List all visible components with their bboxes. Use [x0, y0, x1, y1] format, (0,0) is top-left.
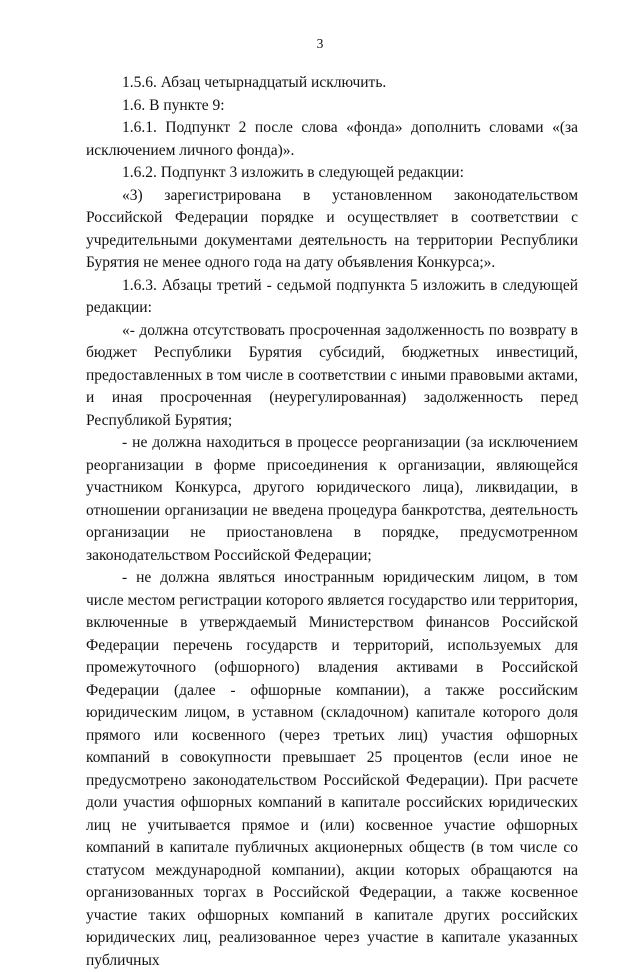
paragraph: 1.6.1. Подпункт 2 после слова «фонда» дополнить словами «(за исключением личного фонда)». [86, 119, 578, 159]
paragraph: 1.6.2. Подпункт 3 изложить в следующей редакции: [122, 164, 464, 181]
paragraph: 1.6. В пункте 9: [122, 96, 225, 114]
paragraph: 1.6.3. Абзацы третий - седьмой подпункта 5 изложить в следующей редакции: [86, 276, 578, 316]
paragraph: «- должна отсутствовать просроченная задолженность по возврату в бюджет Республики Бурятия субсидий, бюджетных инвестиций, предоставленных в том числе в соответствии с иными правовыми актами, и иная просроченная (неурегулированная) задолженность перед Республикой Бурятия; [86, 321, 578, 429]
paragraph: 1.5.6. Абзац четырнадцатый исключить. [122, 74, 387, 91]
page-number: 3 [316, 36, 324, 51]
paragraph: «3) зарегистрирована в установленном законодательством Российской Федерации порядке и осуществляет в соответствии с учредительными документами деятельность на территории Республики Бурятия не менее одного года на дату объявления Конкурса;». [86, 186, 578, 271]
document-body [86, 72, 578, 972]
paragraph: - не должна находиться в процессе реорганизации (за исключением реорганизации в форме присоединения к организации, являющейся участником Конкурса, другого юридического лица), ликвидации, в отношении организации не введена процедура банкротства, деятельность организации не приостановлена в порядке, предусмотренном законодательством Российской Федерации; [86, 434, 578, 564]
paragraph: - не должна являться иностранным юридическим лицом, в том числе местом регистрации которого является государство или территория, включенные в утверждаемый Министерством финансов Российской Федерации перечень государств и территорий, используемых для промежуточного (офшорного) владения активами в Российской Федерации (далее - офшорные компании), а также российским юридическим лицом, в уставном (складочном) капитале которого доля прямого или косвенного (через третьих лиц) участия офшорных компаний в совокупности превышает 25 процентов (если иное не предусмотрено законодательством Российской Федерации). При расчете доли участия офшорных компаний в капитале российских юридических лиц не учитывается прямое и (или) косвенное участие офшорных компаний в капитале публичных акционерных обществ (в том числе со статусом международной компании), акции которых обращаются на организованных торгах в Российской Федерации, а также косвенное участие таких офшорных компаний в капитале других российских юридических лиц, реализованное через участие в капитале указанных публичных [86, 569, 578, 969]
